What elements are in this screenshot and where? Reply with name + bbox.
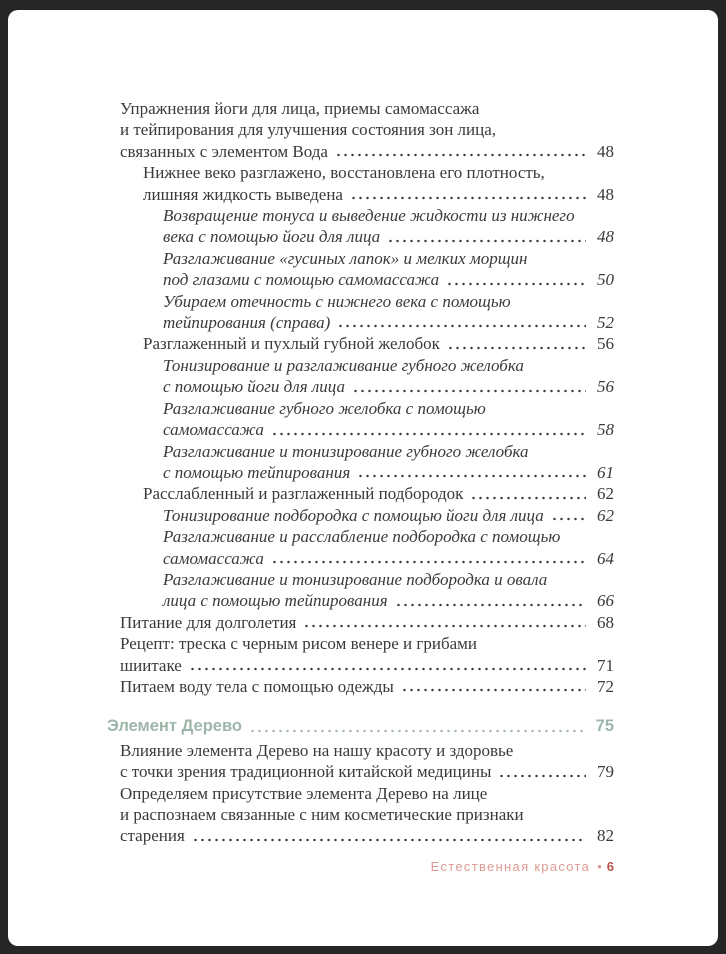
dotted-leader	[352, 376, 586, 397]
toc-entry-text: Возвращение тонуса и выведение жидкости из нижнего	[163, 206, 575, 226]
toc-entry-text: с точки зрения традиционной китайской медицины	[120, 762, 492, 782]
footer-bullet-separator: •	[597, 859, 602, 874]
dotted-leader	[387, 226, 586, 247]
toc-page	[8, 10, 718, 946]
toc-entry	[163, 569, 614, 612]
dotted-leader	[446, 269, 586, 290]
toc-entry-line	[143, 184, 614, 205]
dotted-leader	[447, 333, 586, 354]
dotted-leader	[192, 825, 586, 846]
toc-page-number: 48	[597, 184, 614, 204]
toc-page-number: 68	[597, 612, 614, 632]
toc-entry-line	[107, 716, 614, 737]
dotted-leader	[271, 548, 586, 569]
toc-entry	[143, 333, 614, 354]
toc-entry	[120, 633, 614, 676]
toc-entry	[120, 98, 614, 162]
toc-entry-line	[163, 376, 614, 397]
dotted-leader	[303, 612, 586, 633]
toc-entry	[163, 398, 614, 441]
toc-entry-text: Питание для долголетия	[120, 612, 297, 632]
toc-entry-line	[163, 462, 614, 483]
toc-page-number: 62	[597, 484, 614, 504]
toc-page-number: 48	[597, 227, 614, 247]
dotted-leader	[335, 141, 586, 162]
toc-entry-text: шиитаке	[120, 655, 182, 675]
dotted-leader	[249, 716, 586, 737]
toc-entry-line	[120, 655, 614, 676]
toc-page-number: 52	[597, 313, 614, 333]
dotted-leader	[350, 184, 586, 205]
toc-entry-text: Тонизирование подбородка с помощью йоги для лица	[163, 505, 544, 525]
toc-entry-text: века с помощью йоги для лица	[163, 227, 381, 247]
toc-entry-line	[163, 419, 614, 440]
toc-page-number: 64	[597, 548, 614, 568]
toc-page-number: 58	[597, 420, 614, 440]
toc-entry	[143, 483, 614, 504]
toc-entry-text: под глазами с помощью самомассажа	[163, 270, 440, 290]
toc-entry-text: самомассажа	[163, 420, 264, 440]
toc-entry-line	[163, 226, 614, 247]
toc-page-number: 56	[597, 377, 614, 397]
toc-entry-line	[163, 505, 614, 526]
toc-entry-text: старения	[120, 826, 185, 846]
toc-entry-line	[120, 612, 614, 633]
toc-entry	[163, 205, 614, 248]
dotted-leader	[357, 462, 586, 483]
table-of-contents	[8, 10, 718, 847]
toc-entry-text: лица с помощью тейпирования	[163, 591, 388, 611]
toc-entry	[163, 291, 614, 334]
toc-entry-line	[143, 483, 614, 504]
toc-entry-text: Нижнее веко разглажено, восстановлена его плотность,	[143, 163, 545, 183]
toc-entry-text: и тейпирования для улучшения состояния зон лица,	[120, 120, 497, 140]
toc-entry-text: с помощью йоги для лица	[163, 377, 345, 397]
toc-entry-line	[120, 676, 614, 697]
toc-entry-text: Разглаженный и пухлый губной желобок	[143, 334, 440, 354]
toc-chapter-entry	[107, 716, 614, 737]
toc-entry-line	[120, 761, 614, 782]
toc-entry-text: и распознаем связанные с ним косметические признаки	[120, 805, 524, 824]
toc-entry	[163, 526, 614, 569]
toc-page-number: 72	[597, 676, 614, 696]
toc-entry-line	[163, 590, 614, 611]
toc-entry-text: Элемент Дерево	[107, 717, 242, 736]
toc-page-number: 79	[597, 762, 614, 782]
footer-page-number: 6	[606, 859, 614, 874]
toc-entry-text: Разглаживание «гусиных лапок» и мелких морщин	[163, 248, 528, 268]
toc-entry	[120, 740, 614, 783]
toc-entry-line	[120, 141, 614, 162]
toc-page-number: 50	[597, 270, 614, 290]
toc-page-number: 56	[597, 334, 614, 354]
toc-entry-line	[163, 269, 614, 290]
toc-entry-text: Определяем присутствие элемента Дерево на лице	[120, 783, 488, 803]
toc-page-number: 82	[597, 826, 614, 846]
toc-entry	[120, 676, 614, 697]
toc-entry-text: Убираем отечность с нижнего века с помощью	[163, 291, 511, 311]
dotted-leader	[271, 419, 586, 440]
toc-entry-text: самомассажа	[163, 548, 264, 568]
toc-entry	[163, 441, 614, 484]
toc-entry-text: Расслабленный и разглаженный подбородок	[143, 484, 464, 504]
toc-entry-line	[163, 312, 614, 333]
toc-entry-text: Упражнения йоги для лица, приемы самомассажа	[120, 99, 480, 118]
toc-entry-text: Тонизирование и разглаживание губного желобка	[163, 355, 524, 375]
dotted-leader	[470, 483, 586, 504]
toc-entry-text: Рецепт: треска с черным рисом венере и грибами	[120, 634, 477, 654]
toc-entry-text: Влияние элемента Дерево на нашу красоту и здоровье	[120, 740, 514, 760]
toc-entry	[120, 783, 614, 847]
toc-page-number: 66	[597, 591, 614, 611]
dotted-leader	[498, 761, 586, 782]
toc-entry	[120, 612, 614, 633]
toc-entry-line	[120, 825, 614, 846]
toc-entry-line	[163, 548, 614, 569]
toc-entry	[163, 248, 614, 291]
toc-page-number: 61	[597, 462, 614, 482]
toc-entry-text: связанных с элементом Вода	[120, 141, 328, 161]
toc-entry-text: Разглаживание губного желобка с помощью	[163, 398, 486, 418]
toc-entry-text: тейпирования (справа)	[163, 313, 331, 333]
dotted-leader	[551, 505, 586, 526]
toc-entry	[163, 505, 614, 526]
toc-entry-line	[143, 333, 614, 354]
page-footer	[431, 859, 614, 874]
toc-entry-text: Разглаживание и тонизирование губного желобка	[163, 441, 529, 461]
dotted-leader	[189, 655, 586, 676]
toc-page-number: 48	[597, 141, 614, 161]
toc-entry-text: лишняя жидкость выведена	[143, 184, 343, 204]
toc-page-number: 62	[597, 505, 614, 525]
dotted-leader	[395, 590, 586, 611]
dotted-leader	[401, 676, 586, 697]
toc-entry	[163, 355, 614, 398]
toc-entry-text: Питаем воду тела с помощью одежды	[120, 676, 394, 696]
toc-page-number: 71	[597, 655, 614, 675]
footer-book-title: Естественная красота	[430, 859, 591, 874]
toc-page-number: 75	[595, 717, 614, 736]
toc-entry-text: с помощью тейпирования	[163, 462, 351, 482]
toc-entry-text: Разглаживание и расслабление подбородка с помощью	[163, 527, 561, 547]
toc-entry-text: Разглаживание и тонизирование подбородка и овала	[163, 569, 548, 589]
toc-entry	[143, 162, 614, 205]
dotted-leader	[337, 312, 586, 333]
